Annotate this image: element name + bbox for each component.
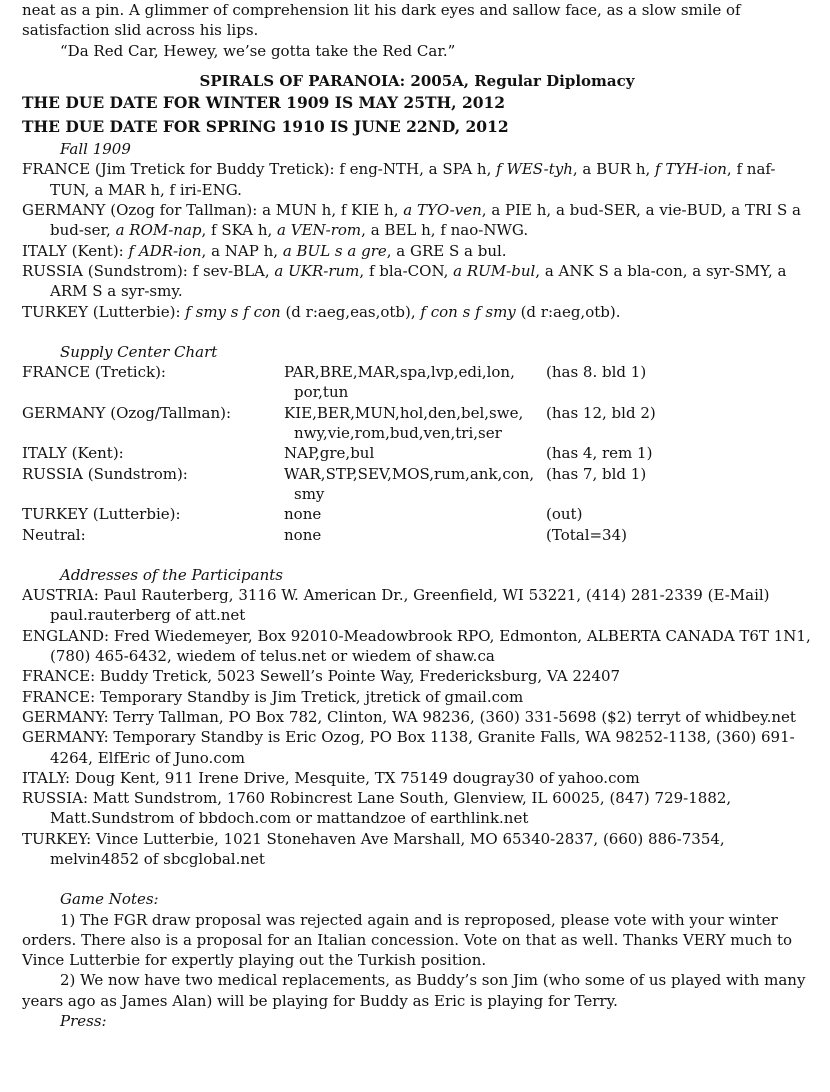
supply-table	[22, 362, 812, 545]
address-entry: GERMANY: Temporary Standby is Eric Ozog, PO Box 1138, Granite Falls, WA 98252-1138, (360) 691-4264, ElfEric of Juno.com	[22, 728, 795, 767]
order-italic-run: a UKR-rum	[274, 261, 360, 280]
game-note: 2) We now have two medical replacements, as Buddy’s son Jim (who some of us played with many years ago as James Alan) will be playing for Buddy as Eric is playing for Terry.	[22, 971, 806, 1010]
order-run: , f bla-CON,	[359, 261, 454, 280]
supply-status: (has 12, bld 2)	[546, 403, 656, 422]
intro-quote: “Da Red Car, Hewey, we’se gotta take the Red Car.”	[60, 41, 456, 60]
address-entry: TURKEY: Vince Lutterbie, 1021 Stonehaven Ave Marshall, MO 65340-2837, (660) 886-7354, melvin4852 of sbcglobal.net	[22, 829, 725, 868]
order-run: GERMANY (Ozog for Tallman): a MUN h, f KIE h,	[22, 201, 404, 220]
order-run: , a NAP h,	[201, 241, 283, 260]
orders-heading: Fall 1909	[60, 140, 131, 159]
order-italic-run: a RUM-bul	[453, 261, 536, 280]
orders-russia	[22, 261, 812, 302]
game-note: 1) The FGR draw proposal was rejected again and is reproposed, please vote with your winter orders. There also is a proposal for an Italian concession. Vote on that as well. Thanks VERY much to Vince Lutterbie for expertly playing out the Turkish position.	[22, 910, 793, 970]
order-run: TURKEY (Lutterbie):	[22, 302, 186, 321]
address-entry: GERMANY: Terry Tallman, PO Box 782, Clinton, WA 98236, (360) 331-5698 ($2) terryt of whidbey.net	[22, 707, 796, 726]
supply-centers: none	[284, 525, 322, 544]
orders-germany	[22, 200, 812, 241]
order-italic-run: f ADR-ion	[128, 241, 202, 260]
supply-centers-cont: nwy,vie,rom,bud,ven,tri,ser	[294, 424, 502, 443]
order-italic-run: f smy s f con	[185, 302, 281, 321]
order-italic-run: a TYO-ven	[403, 201, 482, 220]
address-entry: AUSTRIA: Paul Rauterberg, 3116 W. American Dr., Greenfield, WI 53221, (414) 281-2339 (E-Mail) paul.rauterberg of att.net	[22, 586, 770, 625]
order-run: , f SKA h,	[201, 221, 278, 240]
supply-row	[22, 504, 812, 524]
order-italic-run: f con s f smy	[420, 302, 516, 321]
order-italic-run: f WES-tyh	[496, 160, 573, 179]
supply-row	[22, 464, 812, 505]
supply-status: (out)	[546, 505, 583, 524]
order-run: , a PIE h, a bud-SER, a vie-BUD, a TRI S a bud-ser,	[50, 201, 801, 240]
orders-italy	[22, 241, 812, 261]
order-run: , a ANK S a bla-con, a syr-SMY, a ARM S a syr-smy.	[50, 261, 787, 301]
addresses-heading: Addresses of the Participants	[60, 565, 283, 584]
supply-status: (has 7, bld 1)	[546, 464, 647, 483]
order-run: RUSSIA (Sundstrom): f sev-BLA,	[22, 261, 275, 280]
supply-centers-cont: por,tun	[294, 383, 349, 402]
supply-centers: KIE,BER,MUN,hol,den,bel,swe,	[284, 403, 524, 422]
due-date-winter: THE DUE DATE FOR WINTER 1909 IS MAY 25TH, 2012	[22, 93, 506, 113]
supply-row	[22, 403, 812, 444]
order-run: (d r:aeg,eas,otb),	[280, 302, 421, 321]
supply-heading: Supply Center Chart	[60, 342, 218, 361]
supply-centers: NAP,gre,bul	[284, 444, 375, 463]
supply-power: TURKEY (Lutterbie):	[22, 505, 181, 524]
order-run: , a BEL h, f nao-NWG.	[361, 221, 529, 240]
supply-centers: none	[284, 505, 322, 524]
due-date-spring: THE DUE DATE FOR SPRING 1910 IS JUNE 22ND, 2012	[22, 117, 509, 137]
order-run: (d r:aeg,otb).	[515, 302, 621, 321]
supply-row	[22, 525, 812, 545]
supply-row	[22, 443, 812, 463]
address-entry: ENGLAND: Fred Wiedemeyer, Box 92010-Meadowbrook RPO, Edmonton, ALBERTA CANADA T6T 1N1, (780) 465-6432, wiedem of telus.net or wiedem of shaw.ca	[22, 626, 811, 666]
game-title: SPIRALS OF PARANOIA: 2005A, Regular Diplomacy	[199, 71, 635, 90]
supply-power: GERMANY (Ozog/Tallman):	[22, 403, 232, 422]
address-entry: ITALY: Doug Kent, 911 Irene Drive, Mesquite, TX 75149 dougray30 of yahoo.com	[22, 768, 640, 787]
supply-centers-cont: smy	[294, 484, 325, 503]
supply-centers: PAR,BRE,MAR,spa,lvp,edi,lon,	[284, 363, 515, 382]
supply-status: (has 4, rem 1)	[546, 444, 653, 463]
order-run: , a GRE S a bul.	[386, 241, 507, 260]
order-italic-run: a BUL s a gre	[282, 241, 387, 260]
order-italic-run: a VEN-rom	[277, 221, 362, 240]
address-entry: FRANCE: Buddy Tretick, 5023 Sewell’s Pointe Way, Fredericksburg, VA 22407	[22, 667, 621, 686]
order-run: , f naf-TUN, a MAR h, f iri-ENG.	[50, 160, 776, 199]
supply-centers: WAR,STP,SEV,MOS,rum,ank,con,	[284, 464, 535, 483]
supply-status: (Total=34)	[546, 525, 627, 544]
supply-power: ITALY (Kent):	[22, 444, 124, 463]
notes-heading: Game Notes:	[60, 890, 159, 909]
page	[22, 0, 812, 1031]
address-entry: FRANCE: Temporary Standby is Jim Tretick, jtretick of gmail.com	[22, 687, 524, 706]
order-run: , a BUR h,	[572, 160, 656, 179]
orders-turkey	[22, 302, 812, 322]
orders-france	[22, 159, 812, 200]
supply-power: FRANCE (Tretick):	[22, 363, 166, 382]
supply-power: RUSSIA (Sundstrom):	[22, 464, 188, 483]
order-italic-run: a ROM-nap	[115, 221, 202, 240]
supply-power: Neutral:	[22, 525, 86, 544]
order-run: ITALY (Kent):	[22, 241, 129, 260]
intro-paragraph: neat as a pin. A glimmer of comprehension lit his dark eyes and sallow face, as a slow smile of satisfaction slid across his lips.	[22, 1, 741, 40]
press-heading: Press:	[60, 1012, 107, 1031]
order-italic-run: f TYH-ion	[655, 160, 727, 179]
order-run: FRANCE (Jim Tretick for Buddy Tretick): f eng-NTH, a SPA h,	[22, 160, 497, 179]
supply-status: (has 8. bld 1)	[546, 363, 647, 382]
supply-row	[22, 362, 812, 403]
address-entry: RUSSIA: Matt Sundstrom, 1760 Robincrest Lane South, Glenview, IL 60025, (847) 729-1882, Matt.Sundstrom of bbdoch.com or mattandzoe of earthlink.net	[22, 789, 732, 828]
